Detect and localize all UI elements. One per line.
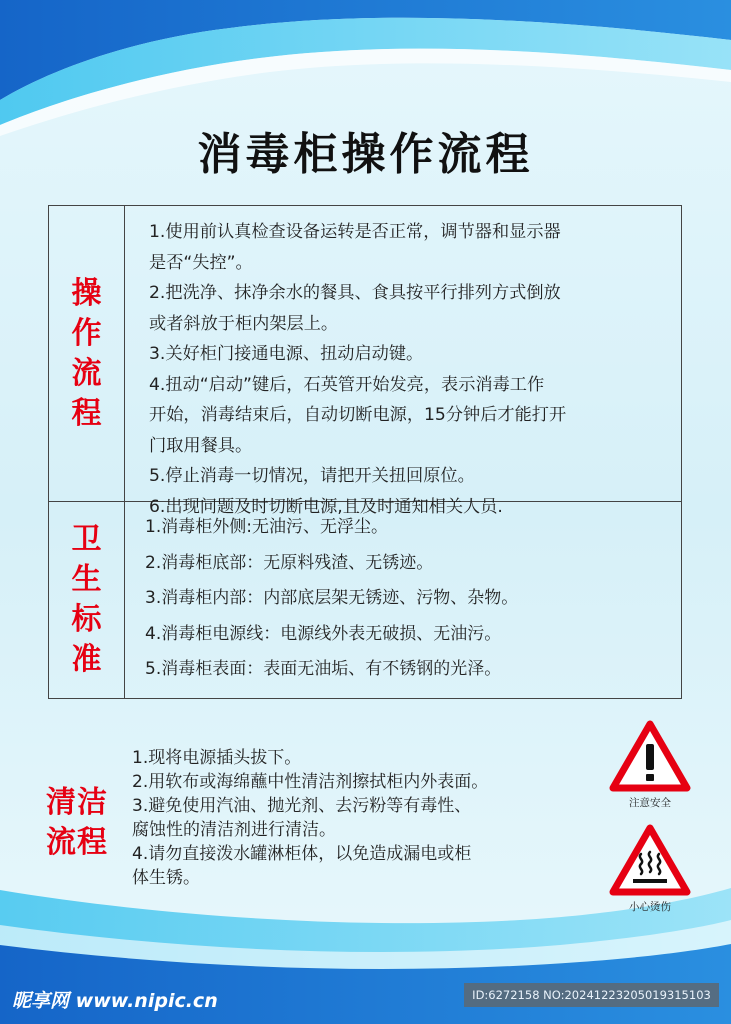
operation-line: 2.把洗净、抹净余水的餐具、食具按平行排列方式倒放: [149, 283, 561, 303]
watermark-id: ID:6272158 NO:20241223205019315103: [464, 983, 719, 1007]
operation-line: 是否“失控”。: [149, 252, 253, 273]
hygiene-line: 4.消毒柜电源线：电源线外表无破损、无油污。: [145, 623, 502, 644]
exclamation-warning-icon: [609, 720, 691, 792]
cleaning-line: 体生锈。: [132, 868, 200, 888]
operation-line: 或者斜放于柜内架层上。: [149, 313, 339, 334]
operation-line: 1.使用前认真检查设备运转是否正常，调节器和显示器: [149, 222, 561, 242]
hygiene-standards: [145, 510, 665, 688]
cleaning-line: 1.现将电源插头拔下。: [132, 748, 302, 768]
cleaning-line: 2.用软布或海绵蘸中性清洁剂擦拭柜内外表面。: [132, 772, 489, 792]
cleaning-line: 腐蚀性的清洁剂进行清洁。: [132, 820, 336, 840]
operation-line: 门取用餐具。: [149, 435, 253, 456]
operation-line: 6.出现问题及时切断电源,且及时通知相关人员.: [149, 496, 503, 517]
caution-sign: [608, 720, 692, 810]
cleaning-steps: [132, 746, 592, 890]
hot-surface-warning-icon: [609, 824, 691, 896]
cleaning-label: [46, 783, 124, 863]
watermark-brand: [12, 986, 218, 1013]
hygiene-label: 卫生标准: [71, 522, 102, 677]
operation-line: 4.扭动“启动”键后，石英管开始发亮，表示消毒工作: [149, 374, 545, 395]
cleaning-line: 3.避免使用汽油、抛光剂、去污粉等有毒性、: [132, 796, 472, 816]
hot-surface-sign: [608, 824, 692, 914]
operation-line: 5.停止消毒一切情况，请把开关扭回原位。: [149, 466, 475, 486]
operation-section: [49, 206, 681, 517]
cleaning-label-line: 流程: [46, 825, 108, 860]
operation-line: 开始，消毒结束后，自动切断电源，15分钟后才能打开: [149, 405, 567, 425]
hygiene-line: 3.消毒柜内部：内部底层架无锈迹、污物、杂物。: [145, 588, 519, 608]
watermark-url: www.nipic.cn: [75, 990, 218, 1012]
operation-steps: [149, 217, 669, 522]
sign-caption: 小心烫伤: [629, 901, 671, 913]
hygiene-line: 5.消毒柜表面：表面无油垢、有不锈钢的光泽。: [145, 659, 502, 679]
procedure-table: [48, 205, 682, 699]
operation-label: 操作流程: [71, 275, 102, 431]
hygiene-line: 1.消毒柜外侧:无油污、无浮尘。: [145, 517, 388, 537]
hygiene-label-cell: [49, 502, 125, 698]
cleaning-line: 4.请勿直接泼水罐淋柜体，以免造成漏电或柜: [132, 844, 472, 864]
operation-label-cell: [49, 206, 125, 501]
hygiene-line: 2.消毒柜底部：无原料残渣、无锈迹。: [145, 552, 434, 573]
hygiene-section: [49, 502, 681, 698]
watermark-brand-name: 昵享网: [12, 990, 70, 1012]
sign-caption: 注意安全: [629, 797, 671, 809]
operation-line: 3.关好柜门接通电源、扭动启动键。: [149, 344, 424, 364]
cleaning-label-line: 清洁: [46, 785, 108, 820]
page-title: 消毒柜操作流程: [197, 129, 534, 180]
